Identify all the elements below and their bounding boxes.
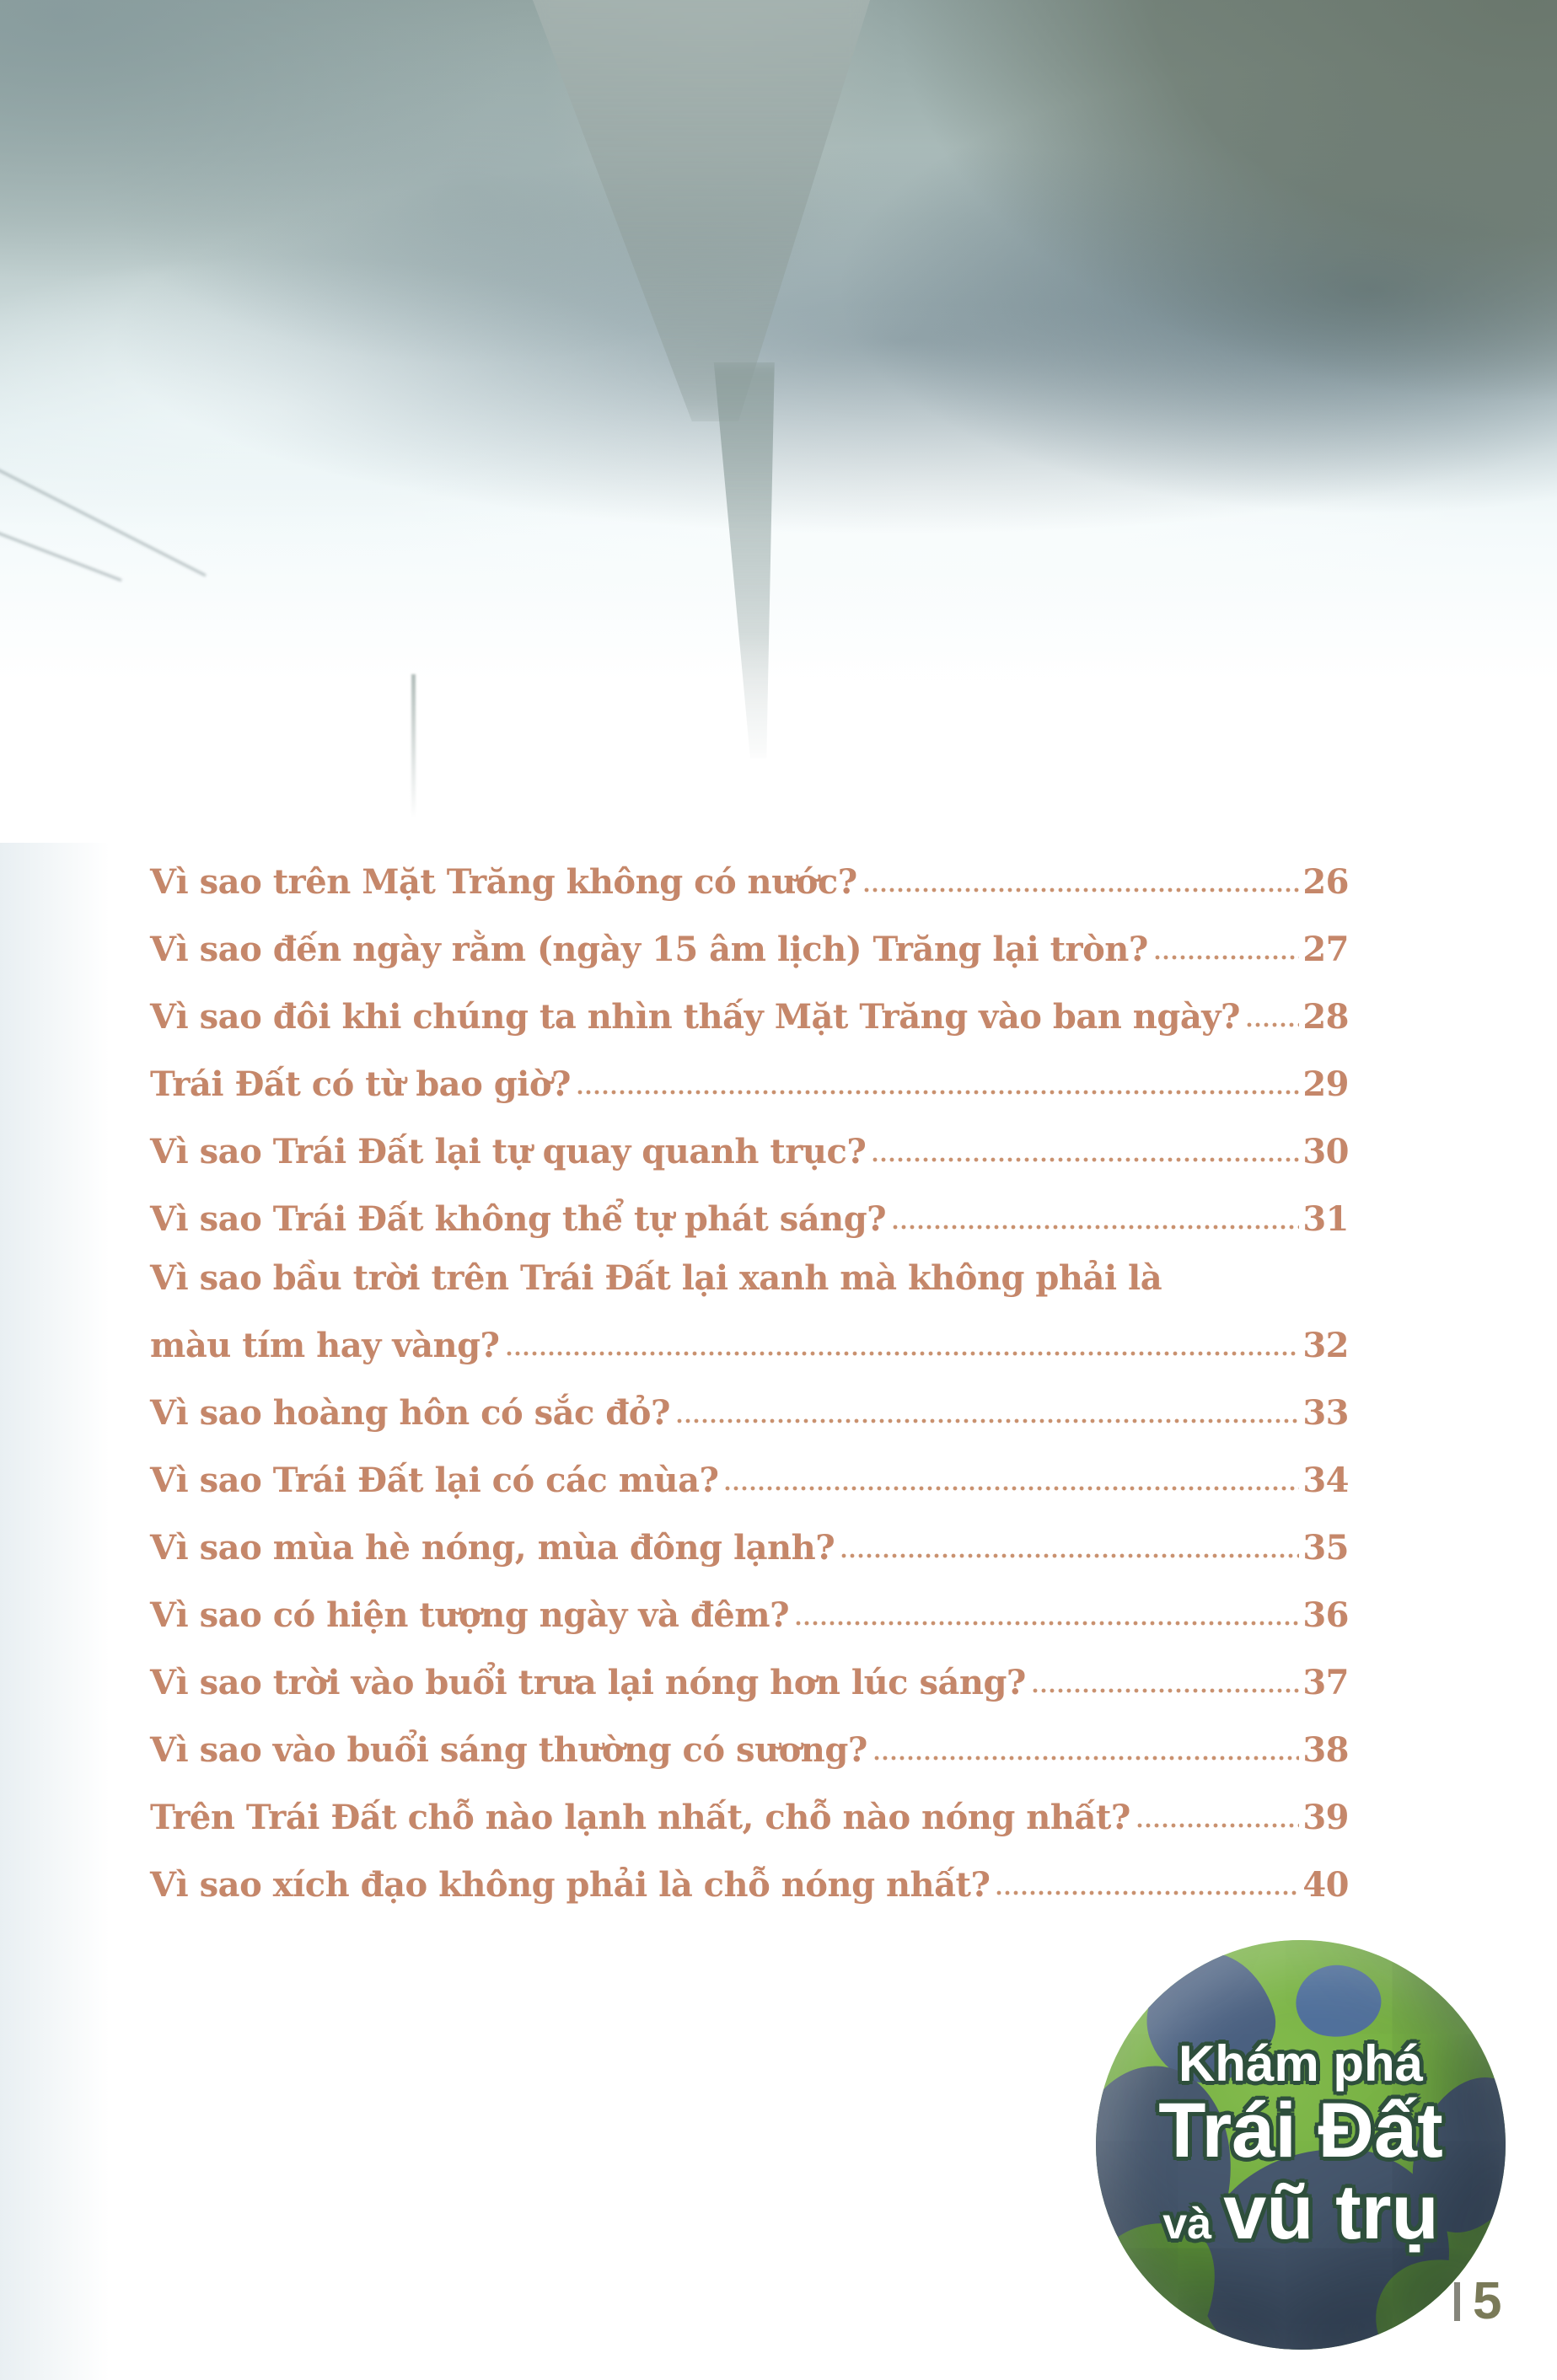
toc-entry-page: 38: [1302, 1729, 1349, 1770]
dot-leader: [1247, 1022, 1299, 1027]
toc-entry-label: Vì sao trời vào buổi trưa lại nóng hơn lúc sáng?: [150, 1662, 1026, 1702]
toc-entry-page: 32: [1302, 1325, 1349, 1365]
toc-entry: [150, 1702, 1349, 1770]
logo-line-bottom-small: và: [1162, 2199, 1212, 2249]
dot-leader: [841, 1553, 1299, 1558]
tornado-photo: [0, 0, 1557, 851]
logo-line-top: Khám phá: [1178, 2034, 1424, 2092]
dot-leader: [677, 1418, 1299, 1423]
toc-entry-label: Vì sao trên Mặt Trăng không có nước?: [150, 861, 857, 902]
toc-entry: [150, 1770, 1349, 1837]
toc-entry: [150, 902, 1349, 969]
toc-entry-page: 34: [1302, 1460, 1349, 1500]
toc-entry-label: Vì sao hoàng hôn có sắc đỏ?: [150, 1392, 670, 1433]
toc-entry-page: 37: [1302, 1662, 1349, 1702]
table-of-contents: [150, 834, 1349, 1905]
toc-entry-label: Vì sao Trái Đất lại có các mùa?: [150, 1460, 719, 1500]
toc-entry-page: 31: [1302, 1198, 1349, 1239]
toc-entry-page: 26: [1302, 861, 1349, 902]
dot-leader: [1033, 1688, 1299, 1693]
toc-entry: [150, 1500, 1349, 1568]
toc-entry-page: 28: [1302, 996, 1349, 1037]
page-edge-shading: [0, 843, 110, 2380]
toc-entry-page: 30: [1302, 1131, 1349, 1171]
toc-entry: [150, 1433, 1349, 1500]
toc-entry-page: 40: [1302, 1864, 1349, 1905]
toc-entry: [150, 1171, 1349, 1239]
series-logo-text: [1096, 1940, 1506, 2350]
toc-entry-page: 29: [1302, 1064, 1349, 1104]
toc-entry-label: Vì sao mùa hè nóng, mùa đông lạnh?: [150, 1527, 835, 1568]
dot-leader: [864, 887, 1300, 892]
toc-entry: [150, 1037, 1349, 1104]
page-number: [1454, 2272, 1502, 2330]
dot-leader: [874, 1756, 1300, 1761]
toc-entry: [150, 1365, 1349, 1433]
series-logo: [1096, 1940, 1506, 2350]
toc-entry-label-continued: màu tím hay vàng?: [150, 1325, 500, 1365]
dot-leader: [1155, 955, 1300, 960]
dot-leader: [872, 1157, 1299, 1162]
toc-entry-page: 35: [1302, 1527, 1349, 1568]
toc-entry-page: 27: [1302, 929, 1349, 969]
toc-entry-label: Trên Trái Đất chỗ nào lạnh nhất, chỗ nào nóng nhất?: [150, 1797, 1130, 1837]
dot-leader: [796, 1621, 1299, 1626]
page-number-separator: [1454, 2282, 1460, 2321]
toc-entry-page: 39: [1302, 1797, 1349, 1837]
photo-fade: [0, 632, 1557, 851]
dot-leader: [893, 1225, 1299, 1230]
logo-line-bottom: [1162, 2168, 1439, 2255]
dot-leader: [1137, 1823, 1300, 1828]
toc-entry-label: Vì sao xích đạo không phải là chỗ nóng nhất?: [150, 1864, 991, 1905]
toc-entry-label: Vì sao Trái Đất lại tự quay quanh trục?: [150, 1131, 867, 1171]
toc-entry-label: Vì sao có hiện tượng ngày và đêm?: [150, 1595, 790, 1635]
toc-entry-label: Vì sao đôi khi chúng ta nhìn thấy Mặt Trăng vào ban ngày?: [150, 996, 1240, 1037]
toc-entry-label: Vì sao đến ngày rằm (ngày 15 âm lịch) Trăng lại tròn?: [150, 929, 1148, 969]
dot-leader: [577, 1090, 1299, 1095]
dot-leader: [507, 1351, 1300, 1356]
toc-entry: [150, 1635, 1349, 1702]
dot-leader: [725, 1486, 1299, 1491]
logo-line-bottom-large: vũ trụ: [1223, 2168, 1439, 2255]
toc-entry: [150, 969, 1349, 1037]
toc-entry-page: 36: [1302, 1595, 1349, 1635]
dot-leader: [996, 1890, 1299, 1895]
toc-entry: [150, 1837, 1349, 1905]
toc-entry-label: Vì sao bầu trời trên Trái Đất lại xanh mà không phải là: [150, 1257, 1162, 1298]
toc-entry-label: Vì sao Trái Đất không thể tự phát sáng?: [150, 1198, 887, 1239]
toc-entry: [150, 1568, 1349, 1635]
toc-entry-label: Trái Đất có từ bao giờ?: [150, 1064, 571, 1104]
toc-entry: [150, 834, 1349, 902]
logo-line-middle: Trái Đất: [1158, 2087, 1443, 2174]
page-number-value: 5: [1473, 2272, 1502, 2330]
toc-entry-page: 33: [1302, 1392, 1349, 1433]
toc-entry: [150, 1239, 1349, 1365]
toc-entry-label: Vì sao vào buổi sáng thường có sương?: [150, 1729, 867, 1770]
toc-entry: [150, 1104, 1349, 1171]
